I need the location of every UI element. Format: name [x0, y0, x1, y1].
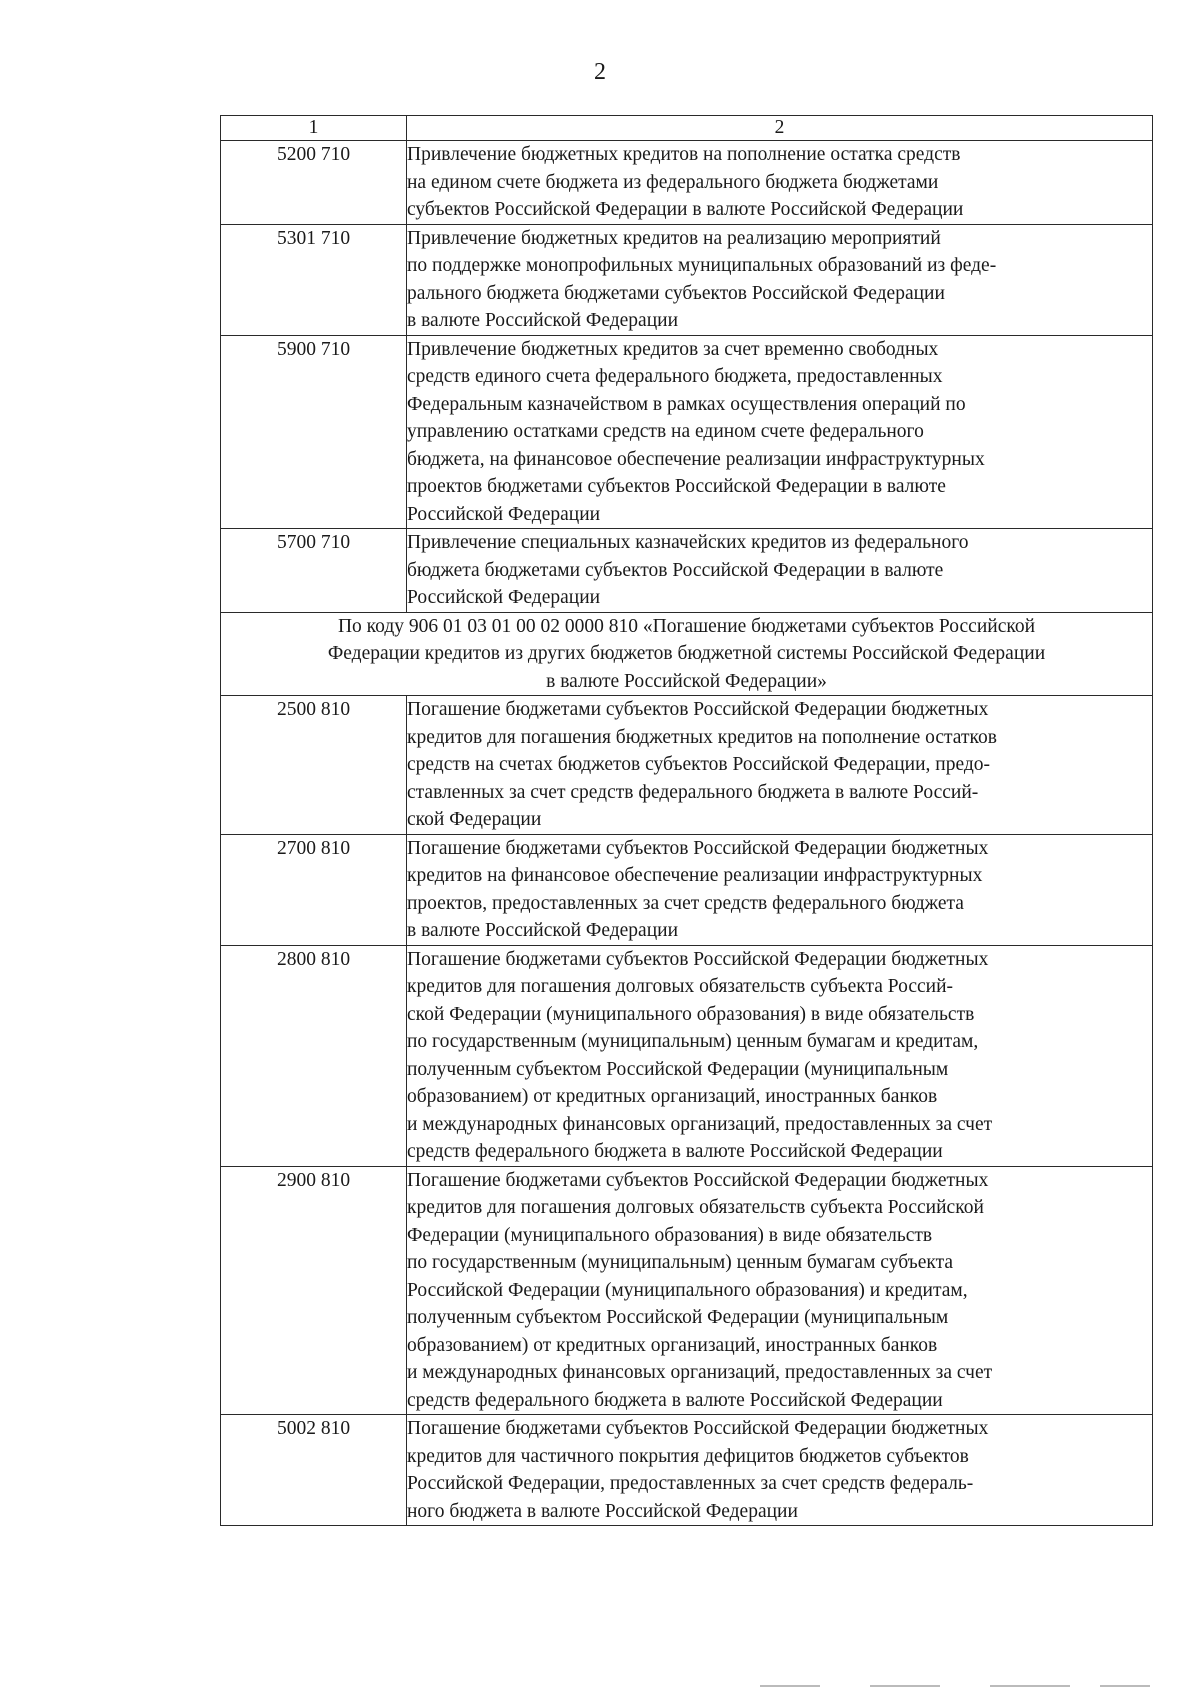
section-heading: [221, 612, 1153, 696]
row-code: 5301 710: [221, 224, 407, 335]
description-line: Погашение бюджетами субъектов Российской Федерации бюджетных: [407, 948, 989, 970]
description-line: кредитов для погашения бюджетных кредитов на пополнение остатков: [407, 726, 997, 748]
page-number: 2: [594, 59, 606, 85]
row-code: 2700 810: [221, 834, 407, 945]
table-row: [221, 696, 1153, 835]
description-line: проектов, предоставленных за счет средств федерального бюджета: [407, 892, 964, 914]
scan-artifact: [760, 1685, 1160, 1689]
section-heading-line: По коду 906 01 03 01 00 02 0000 810 «Погашение бюджетами субъектов Российской: [337, 615, 1036, 637]
row-code: 5200 710: [221, 141, 407, 225]
description-line: субъектов Российской Федерации в валюте Российской Федерации: [407, 199, 964, 220]
table-row: [221, 834, 1153, 945]
description-line: кредитов для частичного покрытия дефицитов бюджетов субъектов: [407, 1445, 969, 1467]
description-line: проектов бюджетами субъектов Российской Федерации в валюте: [407, 476, 946, 497]
table-row: [221, 945, 1153, 1166]
description-line: Привлечение бюджетных кредитов на реализацию мероприятий: [407, 227, 941, 249]
description-line: средств федерального бюджета в валюте Российской Федерации: [407, 1141, 943, 1162]
description-line: Погашение бюджетами субъектов Российской Федерации бюджетных: [407, 837, 989, 859]
row-description: [407, 529, 1153, 613]
description-line: Российской Федерации (муниципального образования) и кредитам,: [407, 1279, 968, 1301]
description-line: Привлечение бюджетных кредитов за счет временно свободных: [407, 338, 939, 360]
description-line: кредитов для погашения долговых обязательств субъекта Российской: [407, 1197, 984, 1218]
description-line: Российской Федерации: [407, 587, 601, 608]
row-description: [407, 1415, 1153, 1526]
column-header-description: 2: [407, 116, 1153, 141]
section-heading-line: в валюте Российской Федерации»: [546, 670, 827, 692]
description-line: полученным субъектом Российской Федерации (муниципальным: [407, 1058, 949, 1080]
description-line: и международных финансовых организаций, предоставленных за счет: [407, 1362, 993, 1383]
description-line: ставленных за счет средств федерального бюджета в валюте Россий-: [407, 781, 979, 803]
description-line: образованием) от кредитных организаций, иностранных банков: [407, 1086, 938, 1107]
row-description: [407, 335, 1153, 529]
description-line: Погашение бюджетами субъектов Российской Федерации бюджетных: [407, 699, 989, 720]
row-code: 2500 810: [221, 696, 407, 835]
row-code: 5700 710: [221, 529, 407, 613]
description-line: Федерации (муниципального образования) в виде обязательств: [407, 1224, 933, 1246]
section-heading-line: Федерации кредитов из других бюджетов бюджетной системы Российской Федерации: [327, 643, 1046, 664]
row-code: 5002 810: [221, 1415, 407, 1526]
description-line: ской Федерации: [407, 809, 542, 830]
description-line: управлению остатками средств на едином счете федерального: [407, 421, 924, 442]
description-line: Погашение бюджетами субъектов Российской Федерации бюджетных: [407, 1169, 989, 1191]
description-line: по государственным (муниципальным) ценным бумагам и кредитам,: [407, 1031, 979, 1052]
description-line: средств федерального бюджета в валюте Российской Федерации: [407, 1389, 943, 1411]
description-line: средств единого счета федерального бюджета, предоставленных: [407, 366, 943, 387]
row-description: [407, 1166, 1153, 1415]
classification-table: [220, 115, 1153, 1526]
description-line: и международных финансовых организаций, предоставленных за счет: [407, 1113, 993, 1135]
description-line: Привлечение специальных казначейских кредитов из федерального: [407, 532, 969, 553]
description-line: рального бюджета бюджетами субъектов Российской Федерации: [407, 282, 945, 304]
description-line: Привлечение бюджетных кредитов на пополнение остатка средств: [407, 144, 961, 165]
description-line: по поддержке монопрофильных муниципальных образований из феде-: [407, 255, 997, 276]
column-header-code: 1: [221, 116, 407, 141]
row-description: [407, 834, 1153, 945]
description-line: средств на счетах бюджетов субъектов Российской Федерации, предо-: [407, 754, 991, 775]
row-code: 2800 810: [221, 945, 407, 1166]
description-line: в валюте Российской Федерации: [407, 920, 679, 941]
table-header-row: [221, 116, 1153, 141]
description-line: Погашение бюджетами субъектов Российской Федерации бюджетных: [407, 1418, 989, 1439]
table-row: [221, 529, 1153, 613]
row-description: [407, 141, 1153, 225]
description-line: в валюте Российской Федерации: [407, 310, 679, 331]
table-row: [221, 224, 1153, 335]
row-description: [407, 696, 1153, 835]
description-line: по государственным (муниципальным) ценным бумагам субъекта: [407, 1252, 953, 1273]
description-line: ской Федерации (муниципального образования) в виде обязательств: [407, 1003, 975, 1025]
table-row: [221, 1415, 1153, 1526]
description-line: образованием) от кредитных организаций, иностранных банков: [407, 1334, 938, 1356]
section-heading-row: [221, 612, 1153, 696]
description-line: Федеральным казначейством в рамках осуществления операций по: [407, 393, 966, 415]
description-line: полученным субъектом Российской Федерации (муниципальным: [407, 1307, 949, 1328]
row-code: 5900 710: [221, 335, 407, 529]
description-line: Российской Федерации: [407, 503, 601, 525]
row-description: [407, 224, 1153, 335]
description-line: кредитов для погашения долговых обязательств субъекта Россий-: [407, 976, 954, 997]
row-code: 2900 810: [221, 1166, 407, 1415]
description-line: ного бюджета в валюте Российской Федерации: [407, 1500, 798, 1522]
description-line: кредитов на финансовое обеспечение реализации инфраструктурных: [407, 865, 983, 886]
description-line: на едином счете бюджета из федерального бюджета бюджетами: [407, 171, 939, 193]
description-line: бюджета бюджетами субъектов Российской Федерации в валюте: [407, 559, 944, 581]
table-row: [221, 1166, 1153, 1415]
description-line: бюджета, на финансовое обеспечение реализации инфраструктурных: [407, 448, 985, 470]
table-row: [221, 335, 1153, 529]
table-row: [221, 141, 1153, 225]
description-line: Российской Федерации, предоставленных за счет средств федераль-: [407, 1473, 974, 1494]
row-description: [407, 945, 1153, 1166]
